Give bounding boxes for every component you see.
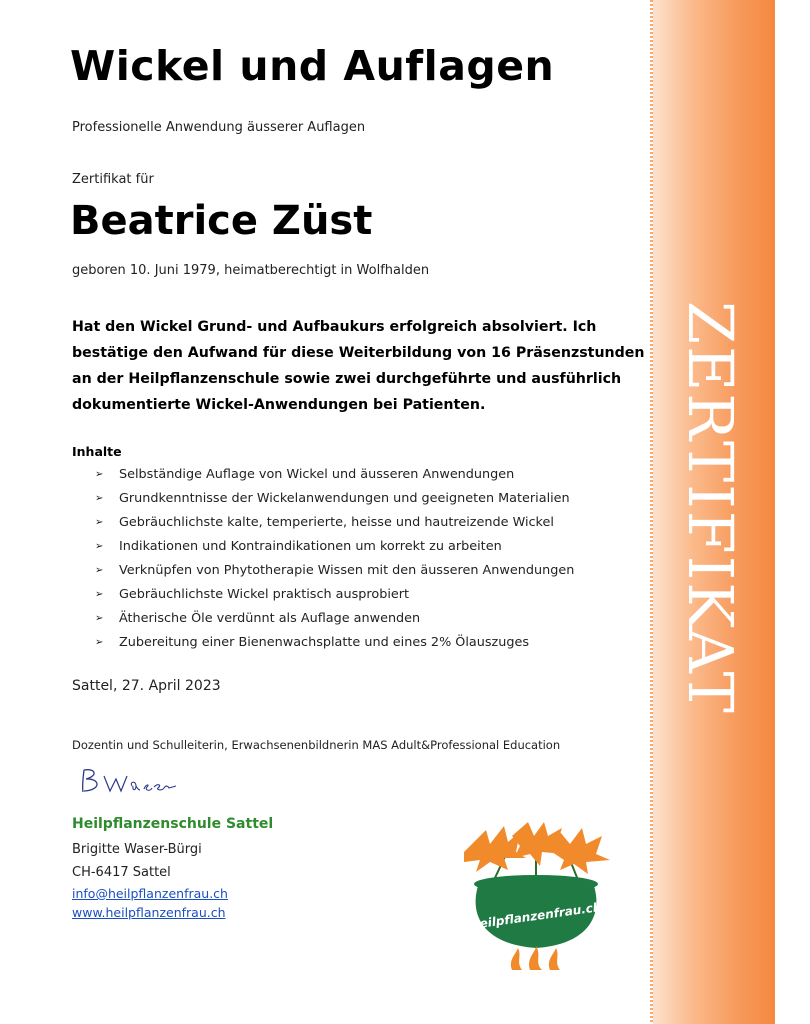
list-item-text: Indikationen und Kontraindikationen um korrekt zu arbeiten xyxy=(119,539,502,554)
logo-text: Heilpflanzenfrau.ch xyxy=(468,899,603,933)
arrow-right-icon: ➢ xyxy=(95,589,104,600)
recipient-name: Beatrice Züst xyxy=(70,198,373,244)
side-banner-text: ZERTIFIKAT xyxy=(674,301,747,715)
list-item-text: Gebräuchlichste kalte, temperierte, heisse und hautreizende Wickel xyxy=(119,515,554,530)
arrow-right-icon: ➢ xyxy=(95,517,104,528)
statement-line: bestätige den Aufwand für diese Weiterbildung von 16 Präsenzstunden xyxy=(72,345,645,361)
arrow-right-icon: ➢ xyxy=(95,565,104,576)
arrow-right-icon: ➢ xyxy=(95,493,104,504)
place-date: Sattel, 27. April 2023 xyxy=(72,678,221,694)
certificate-title: Wickel und Auflagen xyxy=(70,42,555,90)
list-item xyxy=(95,607,574,631)
statement-line: dokumentierte Wickel-Anwendungen bei Patienten. xyxy=(72,397,486,413)
list-item xyxy=(95,535,574,559)
school-name: Heilpflanzenschule Sattel xyxy=(72,816,274,832)
birth-info: geboren 10. Juni 1979, heimatberechtigt in Wolfhalden xyxy=(72,263,430,278)
list-item xyxy=(95,463,574,487)
side-banner-label xyxy=(666,228,754,788)
list-item xyxy=(95,559,574,583)
list-item-text: Gebräuchlichste Wickel praktisch ausprobiert xyxy=(119,587,410,602)
side-banner-edge xyxy=(650,0,653,1024)
arrow-right-icon: ➢ xyxy=(95,469,104,480)
herb-pot-logo xyxy=(456,822,616,972)
certificate-for-label: Zertifikat für xyxy=(72,172,154,187)
certificate-subtitle: Professionelle Anwendung äusserer Auflagen xyxy=(72,120,366,135)
signer-role: Dozentin und Schulleiterin, Erwachsenenbildnerin MAS Adult&Professional Education xyxy=(72,738,561,752)
signature-image xyxy=(74,764,184,798)
list-item-text: Zubereitung einer Bienenwachsplatte und eines 2% Ölauszuges xyxy=(119,635,530,650)
contact-address: CH-6417 Sattel xyxy=(72,865,171,880)
list-item-text: Verknüpfen von Phytotherapie Wissen mit den äusseren Anwendungen xyxy=(119,563,575,578)
list-item xyxy=(95,631,574,655)
email-link[interactable]: info@heilpflanzenfrau.ch xyxy=(72,886,228,901)
contact-name: Brigitte Waser-Bürgi xyxy=(72,842,202,857)
contents-list xyxy=(95,463,574,655)
list-item-text: Grundkenntnisse der Wickelanwendungen und geeigneten Materialien xyxy=(119,491,570,506)
statement-line: Hat den Wickel Grund- und Aufbaukurs erfolgreich absolviert. Ich xyxy=(72,319,597,335)
list-item xyxy=(95,511,574,535)
list-item-text: Ätherische Öle verdünnt als Auflage anwenden xyxy=(119,611,421,626)
list-item xyxy=(95,583,574,607)
completion-statement xyxy=(72,314,645,418)
contents-heading: Inhalte xyxy=(72,444,122,459)
arrow-right-icon: ➢ xyxy=(95,613,104,624)
statement-line: an der Heilpflanzenschule sowie zwei durchgeführte und ausführlich xyxy=(72,371,622,387)
list-item-text: Selbständige Auflage von Wickel und äusseren Anwendungen xyxy=(119,467,515,482)
arrow-right-icon: ➢ xyxy=(95,541,104,552)
arrow-right-icon: ➢ xyxy=(95,637,104,648)
list-item xyxy=(95,487,574,511)
website-link[interactable]: www.heilpflanzenfrau.ch xyxy=(72,905,226,920)
